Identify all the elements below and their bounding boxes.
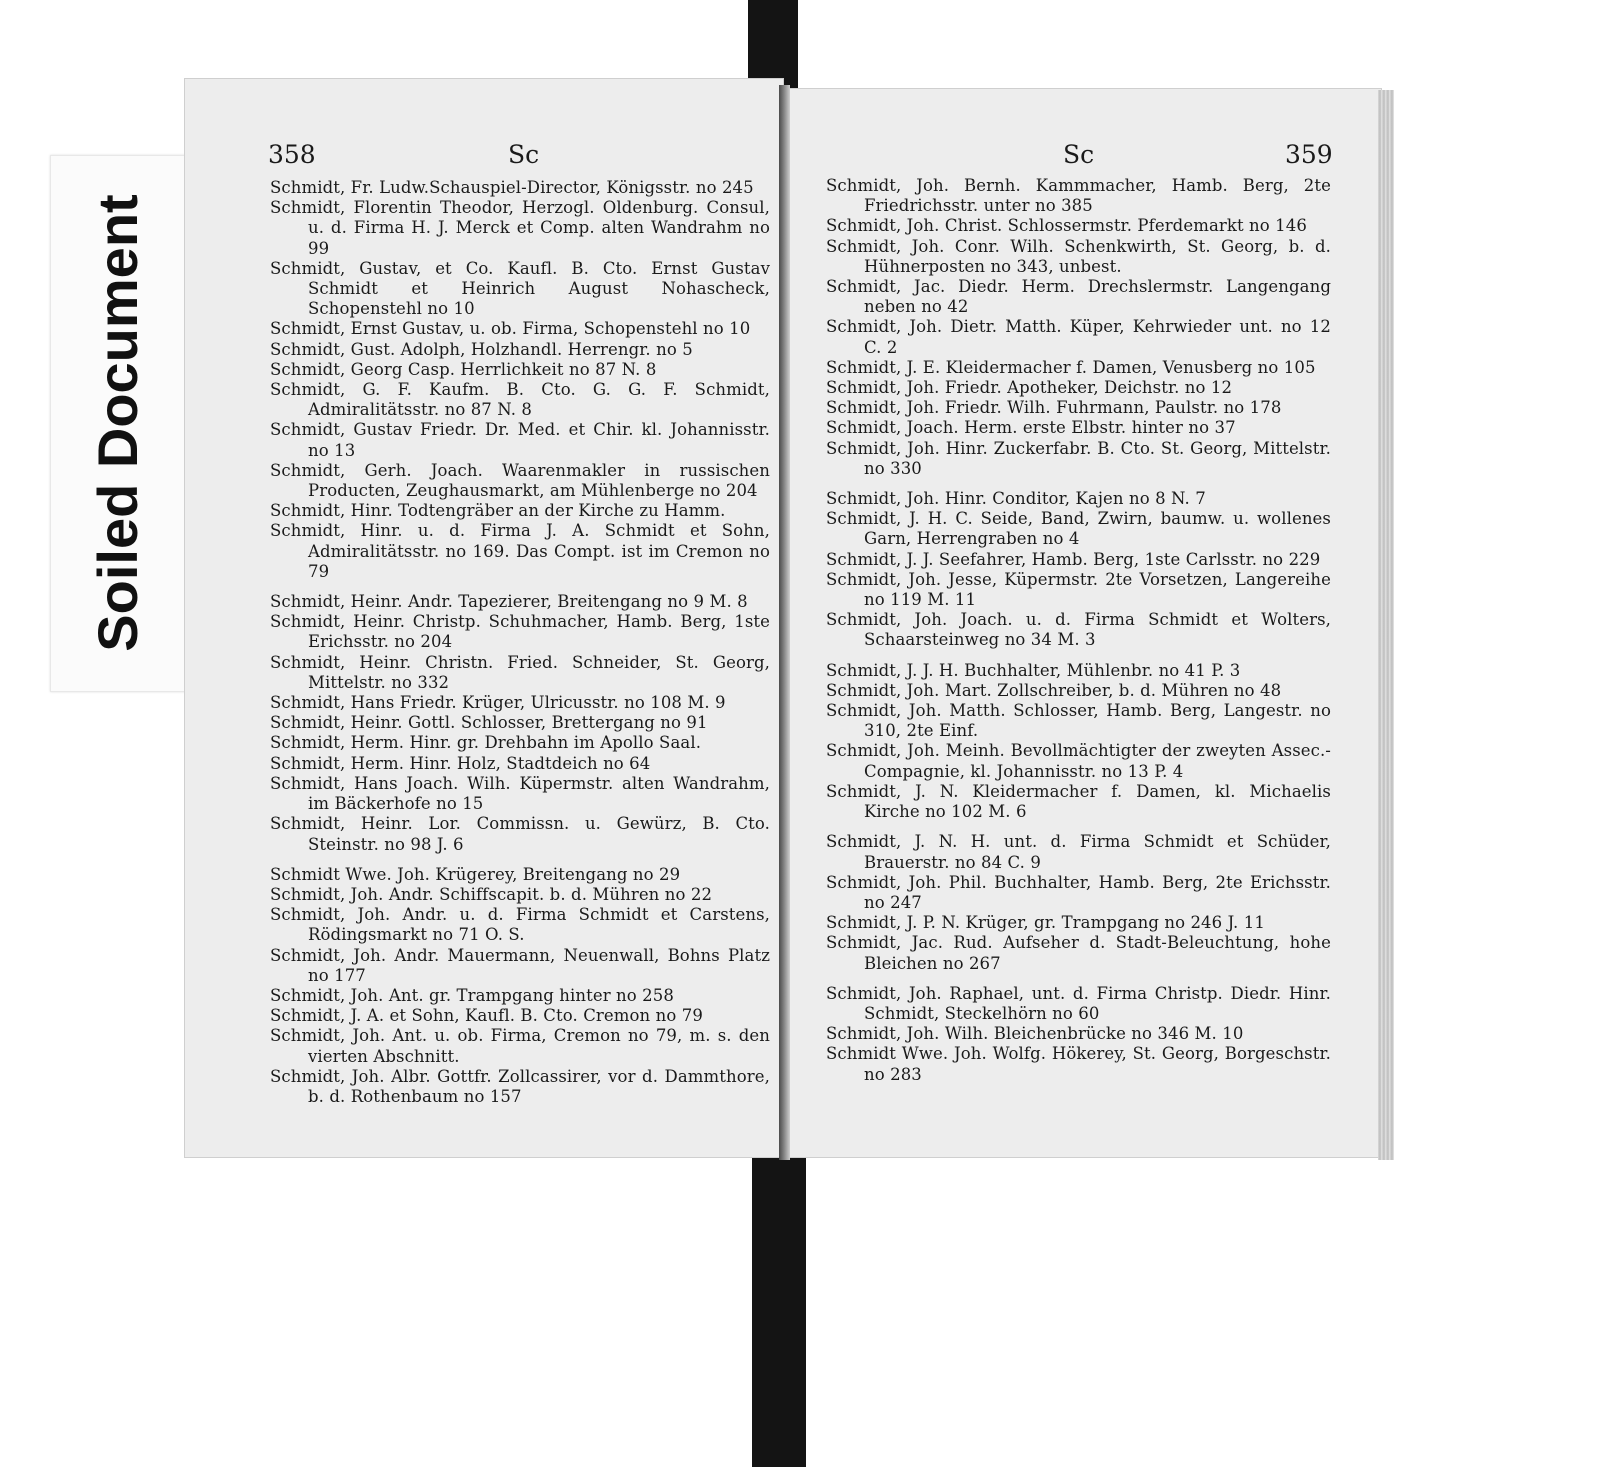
directory-entry: Schmidt, Gustav, et Co. Kaufl. B. Cto. Ernst Gustav Schmidt et Heinrich August Nohascheck, Schopenstehl no 10: [270, 258, 770, 319]
directory-entry: Schmidt, Hinr. u. d. Firma J. A. Schmidt et Sohn, Admiralitätsstr. no 169. Das Compt. ist im Cremon no 79: [270, 521, 770, 581]
directory-entry: Schmidt, Joh. Bernh. Kammmacher, Hamb. Berg, 2te Friedrichsstr. unter no 385: [826, 176, 1331, 216]
soiled-document-stamp: [50, 155, 187, 692]
directory-entry: Schmidt, Joh. Andr. Mauermann, Neuenwall, Bohns Platz no 177: [270, 945, 770, 985]
directory-entry: Schmidt, Joh. Wilh. Bleichenbrücke no 346 M. 10: [826, 1024, 1244, 1044]
directory-entry: Schmidt, Joh. Dietr. Matth. Küper, Kehrwieder unt. no 12 C. 2: [826, 317, 1331, 357]
directory-entry: Schmidt, Joh. Hinr. Conditor, Kajen no 8 N. 7: [826, 489, 1206, 509]
page-edges: [1378, 90, 1394, 1160]
binding-strap-bottom: [752, 1158, 806, 1467]
directory-entry: Schmidt, Joh. Ant. u. ob. Firma, Cremon no 79, m. s. den vierten Abschnitt.: [270, 1026, 770, 1066]
directory-entry: Schmidt, G. F. Kaufm. B. Cto. G. G. F. Schmidt, Admiralitätsstr. no 87 N. 8: [270, 380, 770, 420]
directory-entry: Schmidt, Joh. Hinr. Zuckerfabr. B. Cto. St. Georg, Mittelstr. no 330: [826, 438, 1331, 478]
directory-entry: Schmidt, J. N. H. unt. d. Firma Schmidt et Schüder, Brauerstr. no 84 C. 9: [826, 832, 1331, 872]
directory-entry: Schmidt, Gustav Friedr. Dr. Med. et Chir. kl. Johannisstr. no 13: [270, 420, 770, 460]
directory-entry: Schmidt, Joh. Ant. gr. Trampgang hinter no 258: [270, 985, 674, 1005]
directory-entry: Schmidt, Joh. Joach. u. d. Firma Schmidt et Wolters, Schaarsteinweg no 34 M. 3: [826, 610, 1331, 650]
directory-entry: Schmidt, J. J. Seefahrer, Hamb. Berg, 1ste Carlsstr. no 229: [826, 549, 1321, 569]
directory-entry: Schmidt, Joh. Friedr. Wilh. Fuhrmann, Paulstr. no 178: [826, 398, 1282, 418]
directory-entry: Schmidt, Jac. Diedr. Herm. Drechslermstr. Langengang neben no 42: [826, 277, 1331, 317]
directory-entry: Schmidt, Herm. Hinr. Holz, Stadtdeich no 64: [270, 753, 651, 773]
right-running-head: Sc: [1063, 140, 1095, 169]
directory-entry: Schmidt, Georg Casp. Herrlichkeit no 87 N. 8: [270, 359, 657, 379]
directory-entry: Schmidt, Joh. Meinh. Bevollmächtigter der zweyten Assec.-Compagnie, kl. Johannisstr. no 13 P. 4: [826, 741, 1331, 781]
directory-entry: Schmidt, Joh. Andr. u. d. Firma Schmidt et Carstens, Rödingsmarkt no 71 O. S.: [270, 905, 770, 945]
directory-entry: Schmidt, Herm. Hinr. gr. Drehbahn im Apollo Saal.: [270, 733, 702, 753]
directory-entry: Schmidt, Heinr. Gottl. Schlosser, Brettergang no 91: [270, 713, 708, 733]
directory-entry: Schmidt, Joh. Jesse, Küpermstr. 2te Vorsetzen, Langereihe no 119 M. 11: [826, 569, 1331, 610]
directory-entry: Schmidt, Joh. Matth. Schlosser, Hamb. Berg, Langestr. no 310, 2te Einf.: [826, 701, 1331, 741]
directory-entry: Schmidt, J. H. C. Seide, Band, Zwirn, baumw. u. wollenes Garn, Herrengraben no 4: [826, 509, 1331, 549]
directory-entry: Schmidt, J. A. et Sohn, Kaufl. B. Cto. Cremon no 79: [270, 1006, 703, 1026]
directory-entry: Schmidt, Joh. Andr. Schiffscapit. b. d. Mühren no 22: [270, 884, 713, 904]
directory-entry: Schmidt, Joh. Raphael, unt. d. Firma Christp. Diedr. Hinr. Schmidt, Steckelhörn no 60: [826, 983, 1331, 1023]
left-column-entries: [270, 178, 770, 1107]
directory-entry: Schmidt, Heinr. Christn. Fried. Schneider, St. Georg, Mittelstr. no 332: [270, 652, 770, 692]
directory-entry: Schmidt, Hans Friedr. Krüger, Ulricusstr. no 108 M. 9: [270, 693, 726, 713]
directory-entry: Schmidt, Joh. Friedr. Apotheker, Deichstr. no 12: [826, 378, 1233, 398]
directory-entry: Schmidt, Heinr. Andr. Tapezierer, Breitengang no 9 M. 8: [270, 592, 748, 612]
directory-entry: Schmidt, Joh. Christ. Schlossermstr. Pferdemarkt no 146: [826, 216, 1307, 236]
directory-entry: Schmidt, Hans Joach. Wilh. Küpermstr. alten Wandrahm, im Bäckerhofe no 15: [270, 773, 770, 814]
directory-entry: Schmidt, Joach. Herm. erste Elbstr. hinter no 37: [826, 418, 1236, 438]
directory-entry: Schmidt, Heinr. Lor. Commissn. u. Gewürz, B. Cto. Steinstr. no 98 J. 6: [270, 814, 770, 854]
directory-entry: Schmidt, Hinr. Todtengräber an der Kirche zu Hamm.: [270, 501, 726, 521]
directory-entry: Schmidt, J. N. Kleidermacher f. Damen, kl. Michaelis Kirche no 102 M. 6: [826, 781, 1331, 822]
directory-entry: Schmidt Wwe. Joh. Wolfg. Hökerey, St. Georg, Borgeschstr. no 283: [826, 1044, 1331, 1084]
directory-entry: Schmidt, J. J. H. Buchhalter, Mühlenbr. no 41 P. 3: [826, 660, 1241, 680]
stamp-label: Soiled Document: [86, 194, 149, 652]
directory-entry: Schmidt, J. P. N. Krüger, gr. Trampgang no 246 J. 11: [826, 913, 1265, 933]
directory-entry: Schmidt Wwe. Joh. Krügerey, Breitengang no 29: [270, 864, 681, 884]
directory-entry: Schmidt, Joh. Phil. Buchhalter, Hamb. Berg, 2te Erichsstr. no 247: [826, 872, 1331, 912]
book-gutter: [779, 85, 790, 1160]
directory-entry: Schmidt, Jac. Rud. Aufseher d. Stadt-Beleuchtung, hohe Bleichen no 267: [826, 933, 1331, 973]
left-running-head: Sc: [508, 140, 540, 169]
right-column-entries: [826, 176, 1331, 1085]
right-page-number: 359: [1285, 140, 1333, 169]
directory-entry: Schmidt, Joh. Albr. Gottfr. Zollcassirer, vor d. Dammthore, b. d. Rothenbaum no 157: [270, 1066, 770, 1106]
directory-entry: Schmidt, Heinr. Christp. Schuhmacher, Hamb. Berg, 1ste Erichsstr. no 204: [270, 612, 770, 652]
left-page-number: 358: [268, 140, 316, 169]
directory-entry: Schmidt, Gerh. Joach. Waarenmakler in russischen Producten, Zeughausmarkt, am Mühlenberge no 204: [270, 460, 770, 501]
directory-entry: Schmidt, Fr. Ludw.Schauspiel-Director, Königsstr. no 245: [270, 178, 754, 197]
directory-entry: Schmidt, Joh. Conr. Wilh. Schenkwirth, St. Georg, b. d. Hühnerposten no 343, unbest.: [826, 236, 1331, 276]
directory-entry: Schmidt, J. E. Kleidermacher f. Damen, Venusberg no 105: [826, 357, 1316, 377]
directory-entry: Schmidt, Ernst Gustav, u. ob. Firma, Schopenstehl no 10: [270, 319, 751, 339]
directory-entry: Schmidt, Florentin Theodor, Herzogl. Oldenburg. Consul, u. d. Firma H. J. Merck et Comp. alten Wandrahm no 99: [270, 198, 770, 258]
directory-entry: Schmidt, Joh. Mart. Zollschreiber, b. d. Mühren no 48: [826, 680, 1282, 700]
directory-entry: Schmidt, Gust. Adolph, Holzhandl. Herrengr. no 5: [270, 339, 693, 359]
